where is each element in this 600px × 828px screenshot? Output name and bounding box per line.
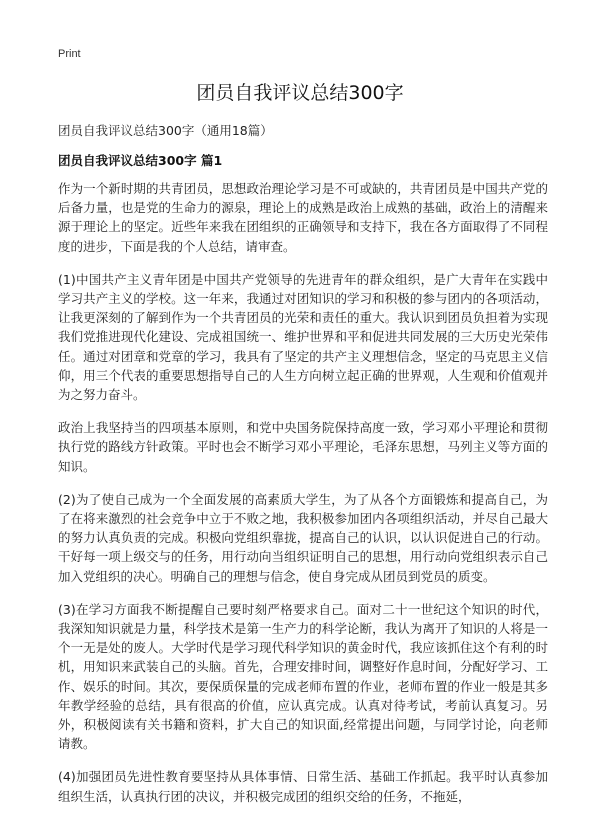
document-body — [58, 179, 548, 820]
print-link[interactable]: Print — [58, 48, 81, 60]
paragraph-intro: 作为一个新时期的共青团员，思想政治理论学习是不可或缺的，共青团员是中国共产党的后备力量，也是党的生命力的源泉，理论上的成熟是政治上成熟的基础，政治上的清醒来源于理论上的坚定。近些年来我在团组织的正确领导和支持下，我在各方面取得了不同程度的进步，下面是我的个人总结，请审查。 — [58, 181, 548, 254]
section-heading: 团员自我评议总结300字 篇1 — [58, 153, 223, 168]
paragraph-1: (1)中国共产主义青年团是中国共产党领导的先进青年的群众组织，是广大青年在实践中学习共产主义的学校。这一年来，我通过对团知识的学习和积极的参与团内的各项活动，让我更深刻的了解到作为一个共青团员的光荣和责任的重大。我认识到团员负担着为实现我们党推进现代化建设、完成祖国统一、维护世界和平和促进共同发展的三大历史光荣伟任。通过对团章和党章的学习，我具有了坚定的共产主义理想信念，坚定的马克思主义信仰，用三个代表的重要思想指导自己的人生方向树立起正确的世界观，人生观和价值观并为之努力奋斗。 — [58, 271, 548, 403]
paragraph-2: (2)为了使自己成为一个全面发展的高素质大学生，为了从各个方面锻炼和提高自己，为了在将来激烈的社会竞争中立于不败之地，我积极参加团内各项组织活动，并尽自己最大的努力认真负责的完成。积极向党组织靠拢，提高自己的认识，以认识促进自己的行动。干好每一项上级交与的任务，用行动向当组织证明自己的思想，用行动向党组织表示自己加入党组织的决心。明确自己的理想与信念，使自身完成从团员到党员的质变。 — [58, 491, 548, 584]
document-title: 团员自我评议总结300字 — [196, 82, 404, 104]
paragraph-4: (4)加强团员先进性教育要坚持从具体事情、日常生活、基础工作抓起。我平时认真参加组织生活，认真执行团的决议，并积极完成团的组织交给的任务，不拖延， — [58, 769, 548, 804]
document-subtitle: 团员自我评议总结300字（通用18篇） — [58, 123, 273, 138]
paragraph-3: (3)在学习方面我不断提醒自己要时刻严格要求自己。面对二十一世纪这个知识的时代，我深知知识就是力量，科学技术是第一生产力的科学论断，我认为离开了知识的人将是一个一无是处的废人。大学时代是学习现代科学知识的黄金时代，我应该抓住这个有利的时机，用知识来武装自己的头脑。首先，合理安排时间，调整好作息时间，分配好学习、工作、娱乐的时间。其次，要保质保量的完成老师布置的作业，老师布置的作业一般是其多年教学经验的总结，具有很高的价值，应认真完成。认真对待考试，考前认真复习。另外，积极阅读有关书籍和资料，扩大自己的知识面,经常提出问题，与同学讨论，向老师请教。 — [58, 601, 548, 752]
paragraph-politics: 政治上我坚持当的四项基本原则，和党中央国务院保持高度一致，学习邓小平理论和贯彻执行党的路线方针政策。平时也会不断学习邓小平理论，毛泽东思想，马列主义等方面的知识。 — [58, 420, 548, 474]
